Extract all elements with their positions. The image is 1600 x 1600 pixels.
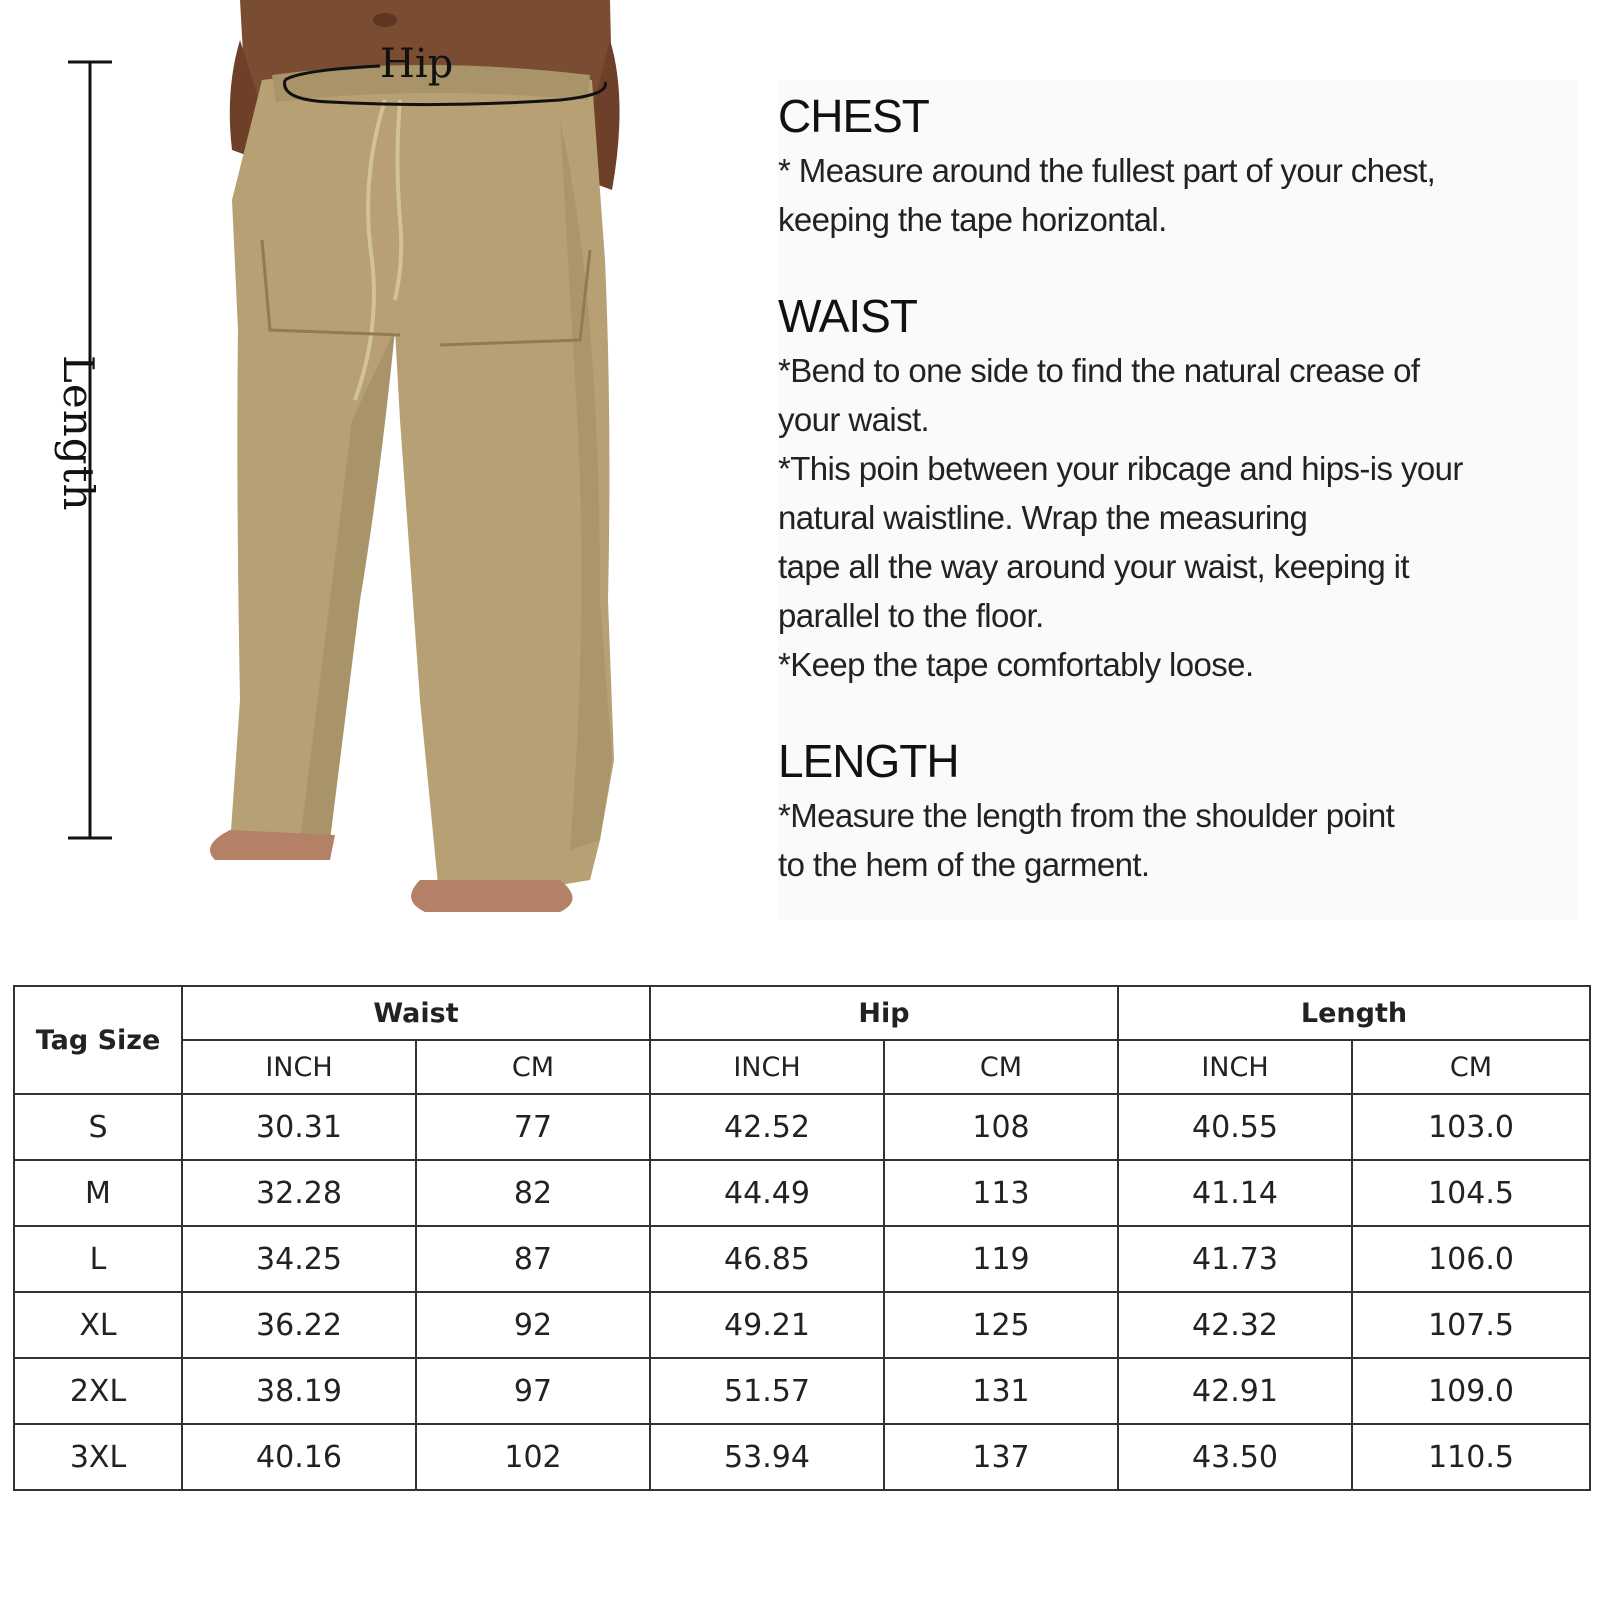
length-section bbox=[778, 735, 1578, 889]
table-cell: 42.52 bbox=[650, 1094, 884, 1160]
size-cell: 2XL bbox=[14, 1358, 182, 1424]
table-cell: 40.16 bbox=[182, 1424, 416, 1490]
waist-section bbox=[778, 290, 1578, 689]
length-group-header: Length bbox=[1118, 986, 1590, 1040]
unit-header: CM bbox=[416, 1040, 650, 1094]
chest-text-line: * Measure around the fullest part of your chest, bbox=[778, 152, 1436, 189]
table-cell: 40.55 bbox=[1118, 1094, 1352, 1160]
table-cell: 44.49 bbox=[650, 1160, 884, 1226]
chest-text-line: keeping the tape horizontal. bbox=[778, 201, 1167, 238]
size-chart-table bbox=[13, 985, 1591, 1491]
right-foot bbox=[411, 880, 572, 912]
table-row bbox=[14, 1424, 1590, 1490]
waist-text-line: parallel to the floor. bbox=[778, 597, 1044, 634]
waist-text-line: *Bend to one side to find the natural crease of bbox=[778, 352, 1420, 389]
table-cell: 109.0 bbox=[1352, 1358, 1590, 1424]
pants-illustration bbox=[0, 0, 720, 930]
table-cell: 92 bbox=[416, 1292, 650, 1358]
hip-group-header: Hip bbox=[650, 986, 1118, 1040]
waist-text-line: natural waistline. Wrap the measuring bbox=[778, 499, 1308, 536]
table-cell: 53.94 bbox=[650, 1424, 884, 1490]
size-cell: 3XL bbox=[14, 1424, 182, 1490]
pants-shape bbox=[230, 70, 614, 905]
table-cell: 49.21 bbox=[650, 1292, 884, 1358]
waist-text-line: your waist. bbox=[778, 401, 930, 438]
navel bbox=[373, 13, 397, 27]
length-text-line: *Measure the length from the shoulder point bbox=[778, 797, 1395, 834]
table-cell: 131 bbox=[884, 1358, 1118, 1424]
hip-label: Hip bbox=[380, 41, 454, 87]
table-row bbox=[14, 1292, 1590, 1358]
unit-header: CM bbox=[884, 1040, 1118, 1094]
waist-text-line: *This poin between your ribcage and hips-is your bbox=[778, 450, 1463, 487]
table-cell: 107.5 bbox=[1352, 1292, 1590, 1358]
waist-group-header: Waist bbox=[182, 986, 650, 1040]
table-cell: 42.32 bbox=[1118, 1292, 1352, 1358]
unit-header: INCH bbox=[182, 1040, 416, 1094]
tag-size-header: Tag Size bbox=[14, 986, 182, 1094]
table-cell: 113 bbox=[884, 1160, 1118, 1226]
unit-header: INCH bbox=[1118, 1040, 1352, 1094]
table-cell: 38.19 bbox=[182, 1358, 416, 1424]
left-foot bbox=[210, 830, 335, 860]
length-text-line: to the hem of the garment. bbox=[778, 846, 1150, 883]
table-cell: 42.91 bbox=[1118, 1358, 1352, 1424]
table-cell: 36.22 bbox=[182, 1292, 416, 1358]
table-cell: 46.85 bbox=[650, 1226, 884, 1292]
size-cell: L bbox=[14, 1226, 182, 1292]
size-cell: XL bbox=[14, 1292, 182, 1358]
table-cell: 103.0 bbox=[1352, 1094, 1590, 1160]
length-heading: LENGTH bbox=[778, 735, 959, 787]
table-cell: 137 bbox=[884, 1424, 1118, 1490]
unit-header: INCH bbox=[650, 1040, 884, 1094]
table-cell: 104.5 bbox=[1352, 1160, 1590, 1226]
unit-header: CM bbox=[1352, 1040, 1590, 1094]
size-cell: M bbox=[14, 1160, 182, 1226]
table-cell: 51.57 bbox=[650, 1358, 884, 1424]
measuring-guide bbox=[778, 80, 1578, 920]
table-unit-header-row bbox=[14, 1040, 1590, 1094]
pants-figure bbox=[0, 0, 720, 930]
table-cell: 30.31 bbox=[182, 1094, 416, 1160]
table-cell: 41.14 bbox=[1118, 1160, 1352, 1226]
table-cell: 77 bbox=[416, 1094, 650, 1160]
table-cell: 82 bbox=[416, 1160, 650, 1226]
table-cell: 34.25 bbox=[182, 1226, 416, 1292]
table-cell: 125 bbox=[884, 1292, 1118, 1358]
table-cell: 110.5 bbox=[1352, 1424, 1590, 1490]
waist-text-line: *Keep the tape comfortably loose. bbox=[778, 646, 1254, 683]
table-cell: 87 bbox=[416, 1226, 650, 1292]
table-cell: 102 bbox=[416, 1424, 650, 1490]
waist-heading: WAIST bbox=[778, 290, 917, 342]
table-cell: 43.50 bbox=[1118, 1424, 1352, 1490]
length-label: Length bbox=[54, 355, 103, 512]
table-row bbox=[14, 1358, 1590, 1424]
table-cell: 97 bbox=[416, 1358, 650, 1424]
table-cell: 119 bbox=[884, 1226, 1118, 1292]
table-cell: 108 bbox=[884, 1094, 1118, 1160]
table-cell: 32.28 bbox=[182, 1160, 416, 1226]
waist-text-line: tape all the way around your waist, keeping it bbox=[778, 548, 1409, 585]
table-row bbox=[14, 1226, 1590, 1292]
chest-heading: CHEST bbox=[778, 90, 929, 142]
table-cell: 106.0 bbox=[1352, 1226, 1590, 1292]
table-row bbox=[14, 1160, 1590, 1226]
chest-section bbox=[778, 90, 1578, 244]
size-cell: S bbox=[14, 1094, 182, 1160]
table-group-header-row bbox=[14, 986, 1590, 1040]
table-row bbox=[14, 1094, 1590, 1160]
table-cell: 41.73 bbox=[1118, 1226, 1352, 1292]
